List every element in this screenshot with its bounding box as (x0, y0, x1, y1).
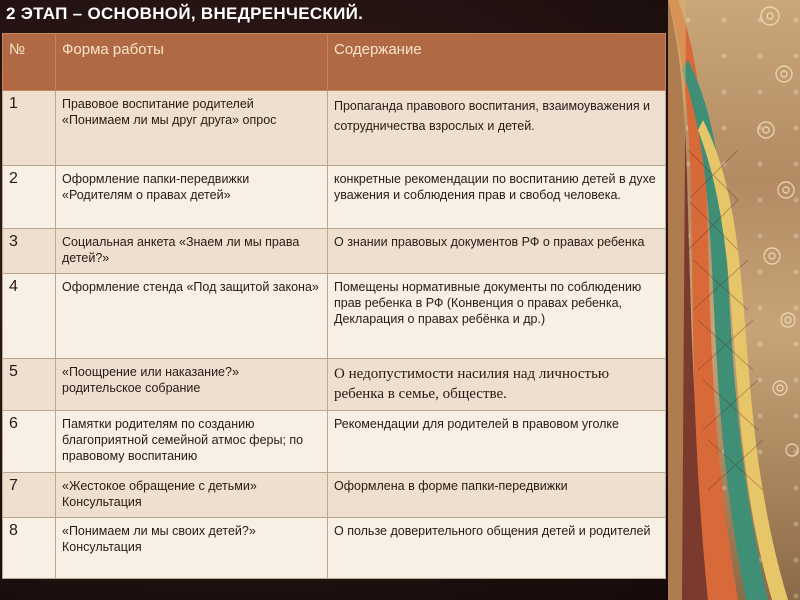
row-work-form: Правовое воспитание родителей «Понимаем ли мы друг друга» опрос (56, 91, 328, 166)
row-number: 1 (3, 91, 56, 166)
row-content: О знании правовых документов РФ о правах ребенка (328, 228, 666, 273)
table-row (3, 91, 666, 166)
table-row (3, 358, 666, 410)
decorative-ornament-panel (668, 0, 800, 600)
row-content: Оформлена в форме папки-передвижки (328, 473, 666, 518)
header-number: № (3, 34, 56, 91)
table-row (3, 473, 666, 518)
row-content: Рекомендации для родителей в правовом уголке (328, 410, 666, 473)
flower-ornament-icons (758, 7, 798, 456)
table-row (3, 518, 666, 579)
table-row (3, 166, 666, 229)
row-number: 4 (3, 273, 56, 358)
row-work-form: Оформление папки-передвижки «Родителям о правах детей» (56, 166, 328, 229)
row-work-form: Памятки родителям по созданию благоприятной семейной атмос феры; по правовому воспитанию (56, 410, 328, 473)
row-work-form: Социальная анкета «Знаем ли мы права детей?» (56, 228, 328, 273)
row-work-form: «Понимаем ли мы своих детей?» Консультация (56, 518, 328, 579)
table-row (3, 410, 666, 473)
row-number: 5 (3, 358, 56, 410)
ornament-drape-graphic (668, 0, 800, 600)
table-row (3, 273, 666, 358)
header-content: Содержание (328, 34, 666, 91)
row-content: О пользе доверительного общения детей и родителей (328, 518, 666, 579)
header-work-form: Форма работы (56, 34, 328, 91)
row-content: Пропаганда правового воспитания, взаимоуважения и сотрудничества взрослых и детей. (328, 91, 666, 166)
row-work-form: Оформление стенда «Под защитой закона» (56, 273, 328, 358)
row-content: О недопустимости насилия над личностью ребенка в семье, обществе. (328, 358, 666, 410)
row-number: 2 (3, 166, 56, 229)
work-plan-table (2, 33, 666, 579)
row-work-form: «Поощрение или наказание?» родительское собрание (56, 358, 328, 410)
row-work-form: «Жестокое обращение с детьми» Консультация (56, 473, 328, 518)
row-content: конкретные рекомендации по воспитанию детей в духе уважения и соблюдения прав и свобод человека. (328, 166, 666, 229)
row-number: 7 (3, 473, 56, 518)
row-number: 3 (3, 228, 56, 273)
table-row (3, 228, 666, 273)
row-number: 6 (3, 410, 56, 473)
slide-title: 2 ЭТАП – ОСНОВНОЙ, ВНЕДРЕНЧЕСКИЙ. (6, 4, 364, 23)
row-number: 8 (3, 518, 56, 579)
row-content: Помещены нормативные документы по соблюдению прав ребенка в РФ (Конвенция о правах ребенка, Декларация о правах ребёнка и др.) (328, 273, 666, 358)
table-header-row (3, 34, 666, 91)
